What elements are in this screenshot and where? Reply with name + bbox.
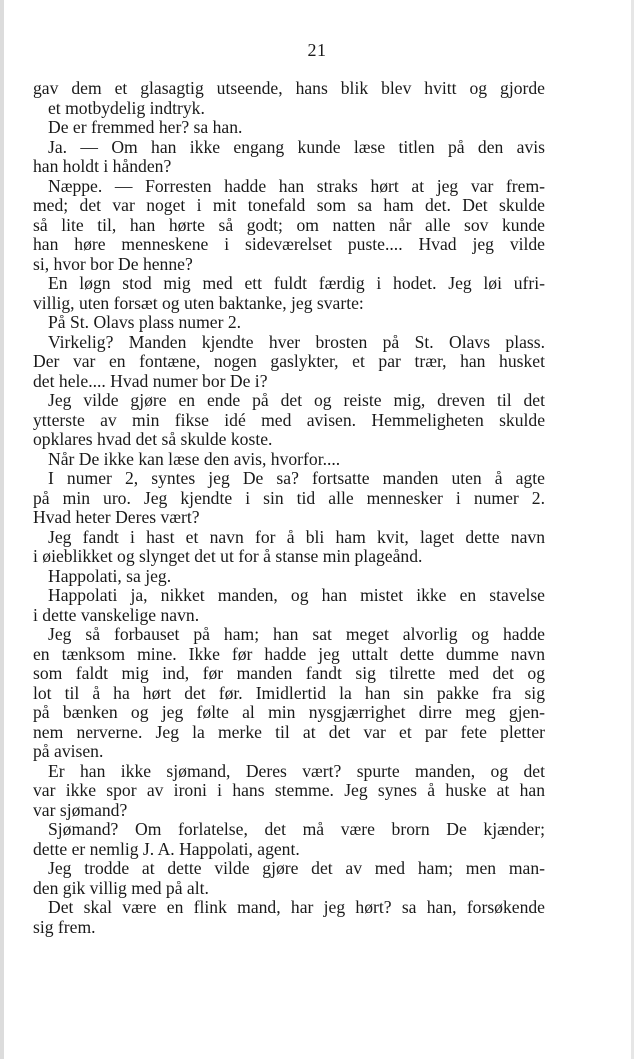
- text-line: Næppe. — Forresten hadde han straks hørt at jeg var frem-: [48, 175, 545, 196]
- text-line: Jeg fandt i hast et navn for å bli ham kvit, laget dette navn: [48, 526, 545, 547]
- text-line: dette er nemlig J. A. Happolati, agent.: [33, 838, 300, 859]
- text-line: I numer 2, syntes jeg De sa? fortsatte manden uten å agte: [48, 468, 545, 488]
- text-line: i dette vanskelige navn.: [33, 604, 200, 625]
- text-line: si, hvor bor De henne?: [33, 253, 193, 274]
- text-line: var ikke spor av ironi i hans stemme. Jeg synes å huske at han: [33, 780, 545, 800]
- text-line: han høre menneskene i sideværelset puste.... Hvad jeg vilde: [33, 234, 545, 254]
- text-line: Happolati, sa jeg.: [48, 565, 172, 586]
- text-line: et motbydelig indtryk.: [48, 97, 205, 118]
- text-line: på bænken og jeg følte al min nysgjærrighet dirre meg gjen-: [33, 702, 545, 722]
- text-line: på avisen.: [33, 741, 104, 761]
- text-line: Jeg så forbauset på ham; han sat meget alvorlig og hadde: [48, 624, 545, 644]
- text-line: Happolati ja, nikket manden, og han mistet ikke en stavelse: [48, 585, 545, 605]
- text-line: lot til å ha hørt det før. Imidlertid la han sin pakke fra sig: [33, 682, 545, 703]
- text-line: Jeg trodde at dette vilde gjøre det av med ham; men man-: [48, 858, 545, 878]
- text-line: med; det var noget i mit tonefald som sa ham det. Det skulde: [33, 195, 545, 215]
- text-line: Jeg vilde gjøre en ende på det og reiste mig, dreven til det: [48, 390, 545, 410]
- text-line: Der var en fontæne, nogen gaslykter, et par trær, han husket: [33, 351, 545, 371]
- text-line: På St. Olavs plass numer 2.: [48, 312, 242, 332]
- text-line: villig, uten forsæt og uten baktanke, jeg svarte:: [33, 292, 364, 313]
- text-line: i øieblikket og slynget det ut for å stanse min plageånd.: [33, 546, 423, 566]
- text-line: Sjømand? Om forlatelse, det må være brorn De kjænder;: [48, 819, 545, 839]
- text-line: De er fremmed her? sa han.: [48, 117, 243, 137]
- text-line: den gik villig med på alt.: [33, 877, 209, 898]
- text-line: på min uro. Jeg kjendte i sin tid alle mennesker i numer 2.: [33, 487, 545, 508]
- text-line: Når De ikke kan læse den avis, hvorfor....: [48, 448, 341, 469]
- text-line: ytterste av min fikse idé med avisen. Hemmeligheten skulde: [33, 409, 545, 430]
- text-line: han holdt i hånden?: [33, 156, 172, 176]
- text-line: nem nerverne. Jeg la merke til at det var et par fete pletter: [33, 721, 545, 742]
- text-line: som faldt mig ind, før manden fandt sig tilrette med det og: [33, 663, 545, 683]
- text-line: Hvad heter Deres vært?: [33, 507, 200, 527]
- text-line: Ja. — Om han ikke engang kunde læse titlen på den avis: [48, 136, 545, 157]
- text-line: sig frem.: [33, 916, 96, 937]
- text-line: En løgn stod mig med ett fuldt færdig i hodet. Jeg løi ufri-: [48, 273, 545, 293]
- text-line: en tænksom mine. Ikke før hadde jeg uttalt dette dumme navn: [33, 643, 545, 664]
- text-line: opklares hvad det så skulde koste.: [33, 429, 273, 449]
- text-line: Virkelig? Manden kjendte hver brosten på St. Olavs plass.: [48, 331, 545, 352]
- text-line: det hele.... Hvad numer bor De i?: [33, 370, 268, 391]
- body-text: [33, 79, 545, 937]
- text-line: gav dem et glasagtig utseende, hans blik blev hvitt og gjorde: [33, 78, 545, 98]
- text-line: Er han ikke sjømand, Deres vært? spurte manden, og det: [48, 760, 545, 781]
- text-line: så lite til, han hørte så godt; om natten når alle sov kunde: [33, 214, 545, 235]
- page-edge-left: [0, 0, 4, 1059]
- text-line: Det skal være en flink mand, har jeg hørt? sa han, forsøkende: [48, 897, 545, 917]
- text-line: var sjømand?: [33, 799, 128, 820]
- page-number: 21: [307, 40, 327, 60]
